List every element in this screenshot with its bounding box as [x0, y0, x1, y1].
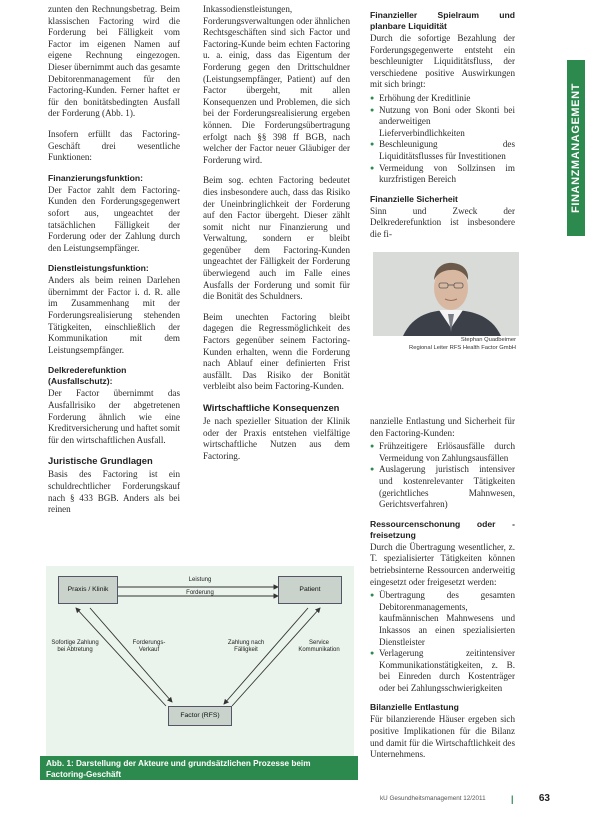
bullet-item: ● Übertragung des gesamten Debitorenmanagements, kaufmännischen Mahnwesens und Inkassos an einen spezialisierten Dienstleister	[370, 590, 515, 648]
paragraph: Sinn und Zweck der Delkrederefunktion ist insbesondere die fi-	[370, 205, 515, 239]
paragraph: Der Factor zahlt dem Factoring-Kunden den Forderungsgegenwert sofort aus, ungeachtet der tatsächlichen Fälligkeit der Forderung oder der Zahlung durch den Leistungsempfänger.	[48, 184, 180, 253]
footer-separator: |	[510, 793, 514, 804]
paragraph: zunten den Rechnungsbetrag. Beim klassischen Factoring wird die Forderung bei Fälligkeit vom Factor im eigenen Namen auf eigene Rechnung eingezogen. Dieser übernimmt auch das gesamte Debitorenmanagement für den Factoring-Kunden. Ferner haftet er für den bonitätsbedingten Ausfall der Forderung (Abb. 1).	[48, 4, 180, 119]
edge-label-service: Service Kommunikation	[298, 640, 340, 653]
edge-label-forderungsverkauf: Forderungs-Verkauf	[132, 640, 166, 653]
paragraph: Für bilanzierende Häuser ergeben sich positive Implikationen für die Bilanz und damit für die Wirtschaftlichkeit des Unternehmens.	[370, 714, 515, 760]
paragraph: Anders als beim reinen Darlehen übernimmt der Factor i. d. R. alle im Zusammenhang mit der Forderungsrealisierung stehenden Tätigkeiten, einschließlich der Kommunikation mit dem Leistungsempfänger.	[48, 275, 180, 355]
subheading: Finanzielle Sicherheit	[370, 193, 458, 204]
subheading: Finanzieller Spielraum und planbare Liquidität	[370, 10, 515, 31]
portrait-image	[373, 252, 519, 336]
subheading: Ressourcenschonung oder -freisetzung	[370, 518, 515, 540]
edge-label-forderung: Forderung	[186, 590, 214, 596]
paragraph: Durch die sofortige Bezahlung der Forderungsgegenwerte entsteht ein beschleunigter Liquiditätsfluss, der verschiedene positive Auswirkungen mit sich bringt:	[370, 33, 515, 90]
paragraph: Durch die Übertragung wesentlicher, z. T. spezialisierter Tätigkeiten können betriebsinterne Ressourcen anderweitig eingesetzt oder freigesetzt werden:	[370, 541, 515, 587]
bullet-item: ● Auslagerung juristisch intensiver und kostenrelevanter Tätigkeiten (gerichtliches Mahnwesen, Gerichtsverfahren)	[370, 464, 515, 510]
arrow-forderungsverkauf	[90, 608, 172, 702]
arrow-service	[232, 608, 320, 706]
subheading: Delkrederefunktion (Ausfallschutz):	[48, 365, 127, 387]
edge-label-leistung: Leistung	[188, 577, 212, 583]
paragraph: Je nach spezieller Situation der Klinik oder der Praxis entstehen vielfältige wirtschaftliche Nutzen aus dem Factoring.	[203, 416, 350, 461]
edge-label-zahlung: Zahlung nach Fälligkeit	[227, 640, 265, 653]
figure-caption: Abb. 1: Darstellung der Akteure und grundsätzlichen Prozesse beim Factoring-Geschäft	[40, 756, 358, 780]
actor-patient-box: Patient	[278, 576, 342, 604]
section-tab	[567, 60, 585, 236]
factoring-diagram	[46, 566, 354, 756]
bullet-list	[370, 93, 515, 186]
bullet-item: ● Beschleunigung des Liquiditätsflusses für Investitionen	[370, 139, 515, 162]
section-heading: Juristische Grundlagen	[48, 455, 153, 467]
subheading: Finanzierungsfunktion:	[48, 172, 144, 183]
bullet-list	[370, 441, 515, 511]
bullet-item: ● Vermeidung von Sollzinsen im kurzfristigen Bereich	[370, 163, 515, 186]
section-tab-label: FINANZMANAGEMENT	[570, 83, 582, 213]
bullet-item: ● Verlagerung zeitintensiver Kommunikationstätigkeiten, z. B. bei Einreden durch Kostenträger oder bei Zahlungsschwierigkeiten	[370, 648, 515, 694]
text-column-2	[203, 4, 350, 471]
journal-name: kU Gesundheitsmanagement 12/2011	[380, 795, 486, 802]
bullet-item: ● Frühzeitigere Erlösausfälle durch Vermeidung von Zahlungsausfällen	[370, 441, 515, 464]
arrow-sofortzahlung	[76, 608, 166, 706]
photo-caption	[370, 337, 516, 352]
page-number: 63	[538, 793, 550, 804]
edge-label-sofortzahlung: Sofortige Zahlung bei Abtretung	[51, 640, 99, 653]
subheading: Dienstleistungsfunktion:	[48, 263, 149, 274]
paragraph: Der Factor übernimmt das Ausfallrisiko der abgetretenen Forderung ähnlich wie eine Kreditversicherung und haftet somit für den wirtschaftlichen Ausfall.	[48, 388, 180, 445]
caption-role: Regional Leiter RFS Health Factor GmbH	[409, 344, 516, 351]
subheading: Bilanzielle Entlastung	[370, 702, 459, 713]
bullet-item: ● Erhöhung der Kreditlinie	[370, 93, 515, 105]
paragraph: Beim sog. echten Factoring bedeutet dies insbesondere auch, dass das Risiko der Uneinbringlichkeit der Forderung auf den Factor übergeht. Dieser zählt somit nicht nur Finanzierung und Verwaltung, sondern er bleibt gegenüber dem Factoring-Kunden ungeachtet der Fälligkeit der Forderung überwiegend auch im Falle eines Ausfalls der Forderung und somit für die Bonität des Schuldners.	[203, 175, 350, 302]
portrait-photo	[373, 252, 519, 336]
actor-factor-box: Factor (RFS)	[168, 706, 232, 726]
actor-praxis-box: Praxis / Klinik	[58, 576, 118, 604]
page-footer	[380, 793, 550, 804]
section-heading: Wirtschaftliche Konsequenzen	[203, 402, 340, 413]
paragraph: Basis des Factoring ist ein schuldrechtlicher Forderungskauf nach § 433 BGB. Anders als bei reinen	[48, 469, 180, 515]
caption-name: Stephan Quadbeimer	[460, 337, 516, 343]
bullet-item: ● Nutzung von Boni oder Skonti bei anderweitigen Lieferverbindlichkeiten	[370, 105, 515, 140]
paragraph: Beim unechten Factoring bleibt dagegen die Regressmöglichkeit des Factors gegenüber seinem Factoring-Kunden erhalten, wenn die Forderung nach Ablauf einer definierten Frist ausfällt. Das Risiko der Bonität verbleibt also beim Factoring-Kunden.	[203, 311, 350, 392]
paragraph: Inkassodienstleistungen, Forderungsverwaltungen oder ähnlichen Rechtsgeschäften sind sich Factor und Factoring-Kunde beim echten Factoring u. a. einig, dass das Eigentum der Forderung gegen den Drittschuldner (Leistungsempfänger, Patient) auf den Factor übergeht, mit allen Konsequenzen und Problemen, die sich bei der Forderungsrealisierung ergeben können. Die Forderungsübertragung erfolgt nach §§ 398 ff BGB, nach welcher der Factor neuer Gläubiger der Forderung wird.	[203, 4, 350, 165]
bullet-list	[370, 590, 515, 694]
text-column-3-lower	[370, 416, 515, 770]
arrow-zahlung	[224, 608, 308, 704]
paragraph: nanzielle Entlastung und Sicherheit für den Factoring-Kunden:	[370, 416, 515, 438]
paragraph: Insofern erfüllt das Factoring-Geschäft drei wesentliche Funktionen:	[48, 128, 180, 163]
text-column-1	[48, 4, 180, 525]
text-column-3	[370, 4, 515, 250]
